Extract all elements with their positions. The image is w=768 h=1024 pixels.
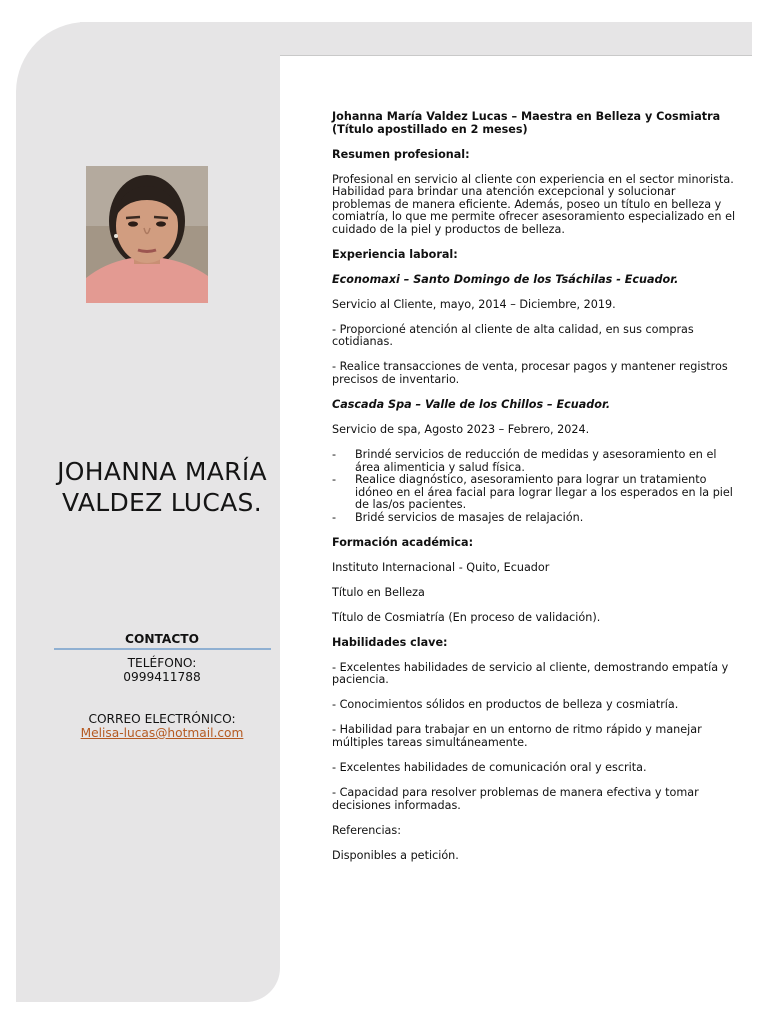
contact-heading: CONTACTO xyxy=(125,632,199,646)
job-task-list xyxy=(332,449,736,525)
skill-item: - Conocimientos sólidos en productos de belleza y cosmiatría. xyxy=(332,698,679,712)
education-item: Título en Belleza xyxy=(332,585,425,599)
resume-content xyxy=(332,111,736,875)
job-period: Servicio al Cliente, mayo, 2014 – Diciembre, 2019. xyxy=(332,297,616,311)
skill-item: - Capacidad para resolver problemas de manera efectiva y tomar decisiones informadas. xyxy=(332,786,699,812)
header-band xyxy=(80,22,752,55)
dash-bullet: - xyxy=(332,473,337,487)
candidate-name: JOHANNA MARÍA VALDEZ LUCAS. xyxy=(57,457,267,517)
email-link[interactable]: Melisa-lucas@hotmail.com xyxy=(80,726,244,740)
skill-item: - Excelentes habilidades de comunicación oral y escrita. xyxy=(332,761,647,775)
email-label: CORREO ELECTRÓNICO: xyxy=(88,712,236,726)
dash-bullet: - xyxy=(332,510,337,524)
job-title: Economaxi – Santo Domingo de los Tsáchilas - Ecuador. xyxy=(332,272,679,286)
list-item xyxy=(332,512,736,525)
profile-photo xyxy=(86,166,208,303)
job-task: Realice diagnóstico, asesoramiento para lograr un tratamiento idóneo en el área facial para lograr llegar a los esperados en la piel de las/os pacientes. xyxy=(355,473,733,512)
skill-item: - Habilidad para trabajar en un entorno de ritmo rápido y manejar múltiples tareas simultáneamente. xyxy=(332,723,702,750)
job-period: Servicio de spa, Agosto 2023 – Febrero, 2024. xyxy=(332,423,590,437)
education-item: Instituto Internacional - Quito, Ecuador xyxy=(332,560,550,574)
education-heading: Formación académica: xyxy=(332,535,474,549)
skill-item: - Excelentes habilidades de servicio al cliente, demostrando empatía y paciencia. xyxy=(332,660,729,687)
references-text: Disponibles a petición. xyxy=(332,848,459,862)
contact-divider xyxy=(54,648,271,650)
job-task: Brindé servicios de reducción de medidas y asesoramiento en el área alimenticia y salud física. xyxy=(355,448,717,474)
resume-headline: Johanna María Valdez Lucas – Maestra en Belleza y Cosmiatra (Título apostillado en 2 meses) xyxy=(332,110,721,136)
job-task: - Realice transacciones de venta, procesar pagos y mantener registros precisos de inventario. xyxy=(332,360,728,387)
dash-bullet: - xyxy=(332,448,337,461)
phone-label: TELÉFONO: xyxy=(127,656,197,670)
references-label: Referencias: xyxy=(332,823,402,837)
job-task: - Proporcioné atención al cliente de alta calidad, en sus compras cotidianas. xyxy=(332,322,694,349)
skills-heading: Habilidades clave: xyxy=(332,635,448,649)
summary-text: Profesional en servicio al cliente con experiencia en el sector minorista. Habilidad para brindar una atención excepcional y solucionar problemas de manera eficiente. Además, poseo un título en belleza y comiatría, lo que me permite ofrecer asesoramiento especializado en el cuidado de la piel y productos de belleza. xyxy=(332,172,736,236)
education-item: Título de Cosmiatría (En proceso de validación). xyxy=(332,610,601,624)
summary-heading: Resumen profesional: xyxy=(332,147,470,161)
job-task: Bridé servicios de masajes de relajación. xyxy=(355,510,584,524)
header-divider xyxy=(280,55,752,56)
list-item xyxy=(332,474,736,512)
phone-number: 0999411788 xyxy=(123,670,201,684)
job-title: Cascada Spa – Valle de los Chillos – Ecuador. xyxy=(332,398,611,412)
list-item xyxy=(332,449,736,474)
experience-heading: Experiencia laboral: xyxy=(332,247,458,261)
